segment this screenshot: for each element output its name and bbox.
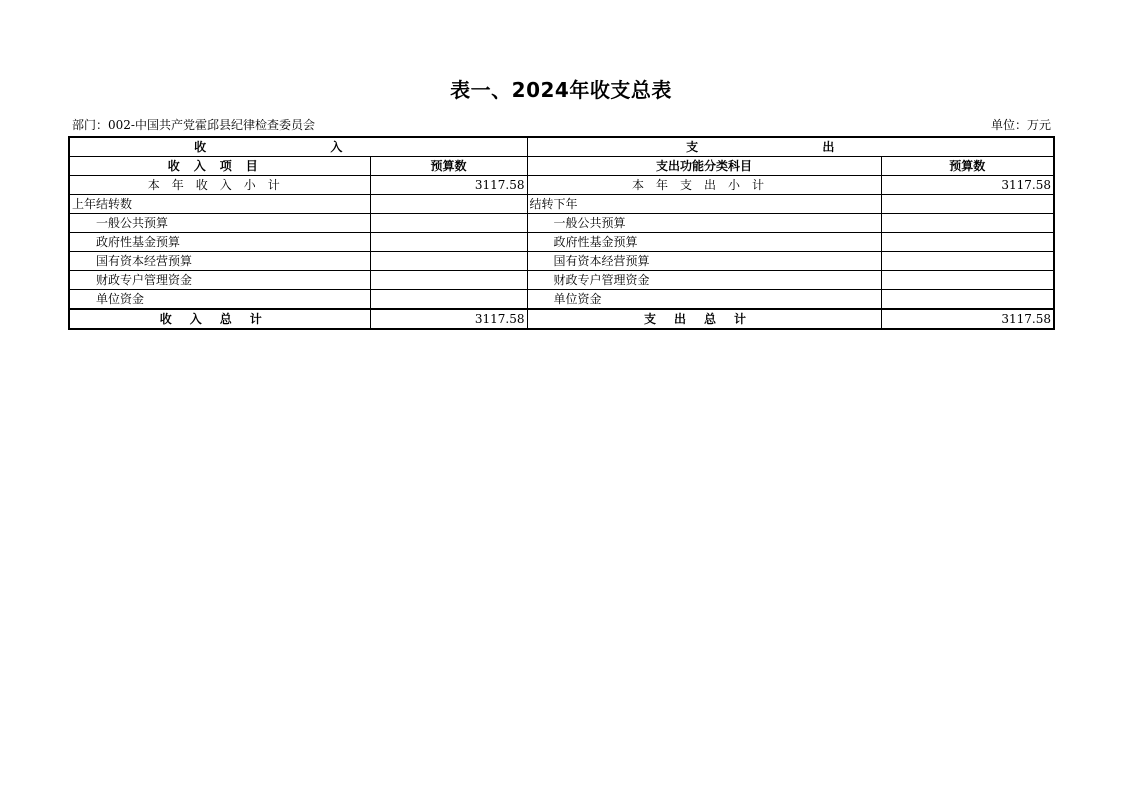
expense-subtotal-value: 3117.58 [881,176,1054,195]
total-row [69,309,1054,329]
income-subtotal-label: 本年收入小计 [69,176,370,195]
income-row-value [370,252,527,271]
expense-row-value [881,252,1054,271]
expense-total-value: 3117.58 [881,309,1054,329]
income-row-value [370,290,527,310]
subtotal-row [69,176,1054,195]
expense-row-value [881,271,1054,290]
expense-row-value [881,195,1054,214]
income-row-label: 国有资本经营预算 [69,252,370,271]
income-row-value [370,233,527,252]
expense-budget-header: 预算数 [881,157,1054,176]
income-subtotal-value: 3117.58 [370,176,527,195]
expense-item-header: 支出功能分类科目 [527,157,881,176]
department-label: 部门：002-中国共产党霍邱县纪律检查委员会 [72,118,315,132]
expense-subtotal-label: 本年支出小计 [527,176,881,195]
income-row-label: 政府性基金预算 [69,233,370,252]
income-row-value [370,271,527,290]
income-row-label: 单位资金 [69,290,370,310]
income-row-label: 财政专户管理资金 [69,271,370,290]
expense-row-value [881,233,1054,252]
section-header-row [69,137,1054,157]
income-row-label: 一般公共预算 [69,214,370,233]
expense-row-label: 财政专户管理资金 [527,271,881,290]
table-row [69,290,1054,310]
income-section-header: 收 入 [69,137,527,157]
expense-section-header: 支 出 [527,137,1054,157]
table-row [69,214,1054,233]
expense-row-value [881,290,1054,310]
income-row-value [370,214,527,233]
budget-summary-table [68,136,1055,330]
expense-row-label: 结转下年 [527,195,881,214]
table-row [69,271,1054,290]
income-total-label: 收入总计 [69,309,370,329]
table-row [69,195,1054,214]
table-row [69,233,1054,252]
expense-row-label: 国有资本经营预算 [527,252,881,271]
page-title: 表一、2024年收支总表 [450,78,672,102]
income-budget-header: 预算数 [370,157,527,176]
income-item-header: 收入项目 [69,157,370,176]
table-row [69,252,1054,271]
expense-row-label: 单位资金 [527,290,881,310]
income-row-label: 上年结转数 [69,195,370,214]
column-header-row [69,157,1054,176]
unit-label: 单位：万元 [990,118,1051,132]
expense-row-label: 政府性基金预算 [527,233,881,252]
expense-row-label: 一般公共预算 [527,214,881,233]
expense-row-value [881,214,1054,233]
income-total-value: 3117.58 [370,309,527,329]
income-row-value [370,195,527,214]
expense-total-label: 支出总计 [527,309,881,329]
